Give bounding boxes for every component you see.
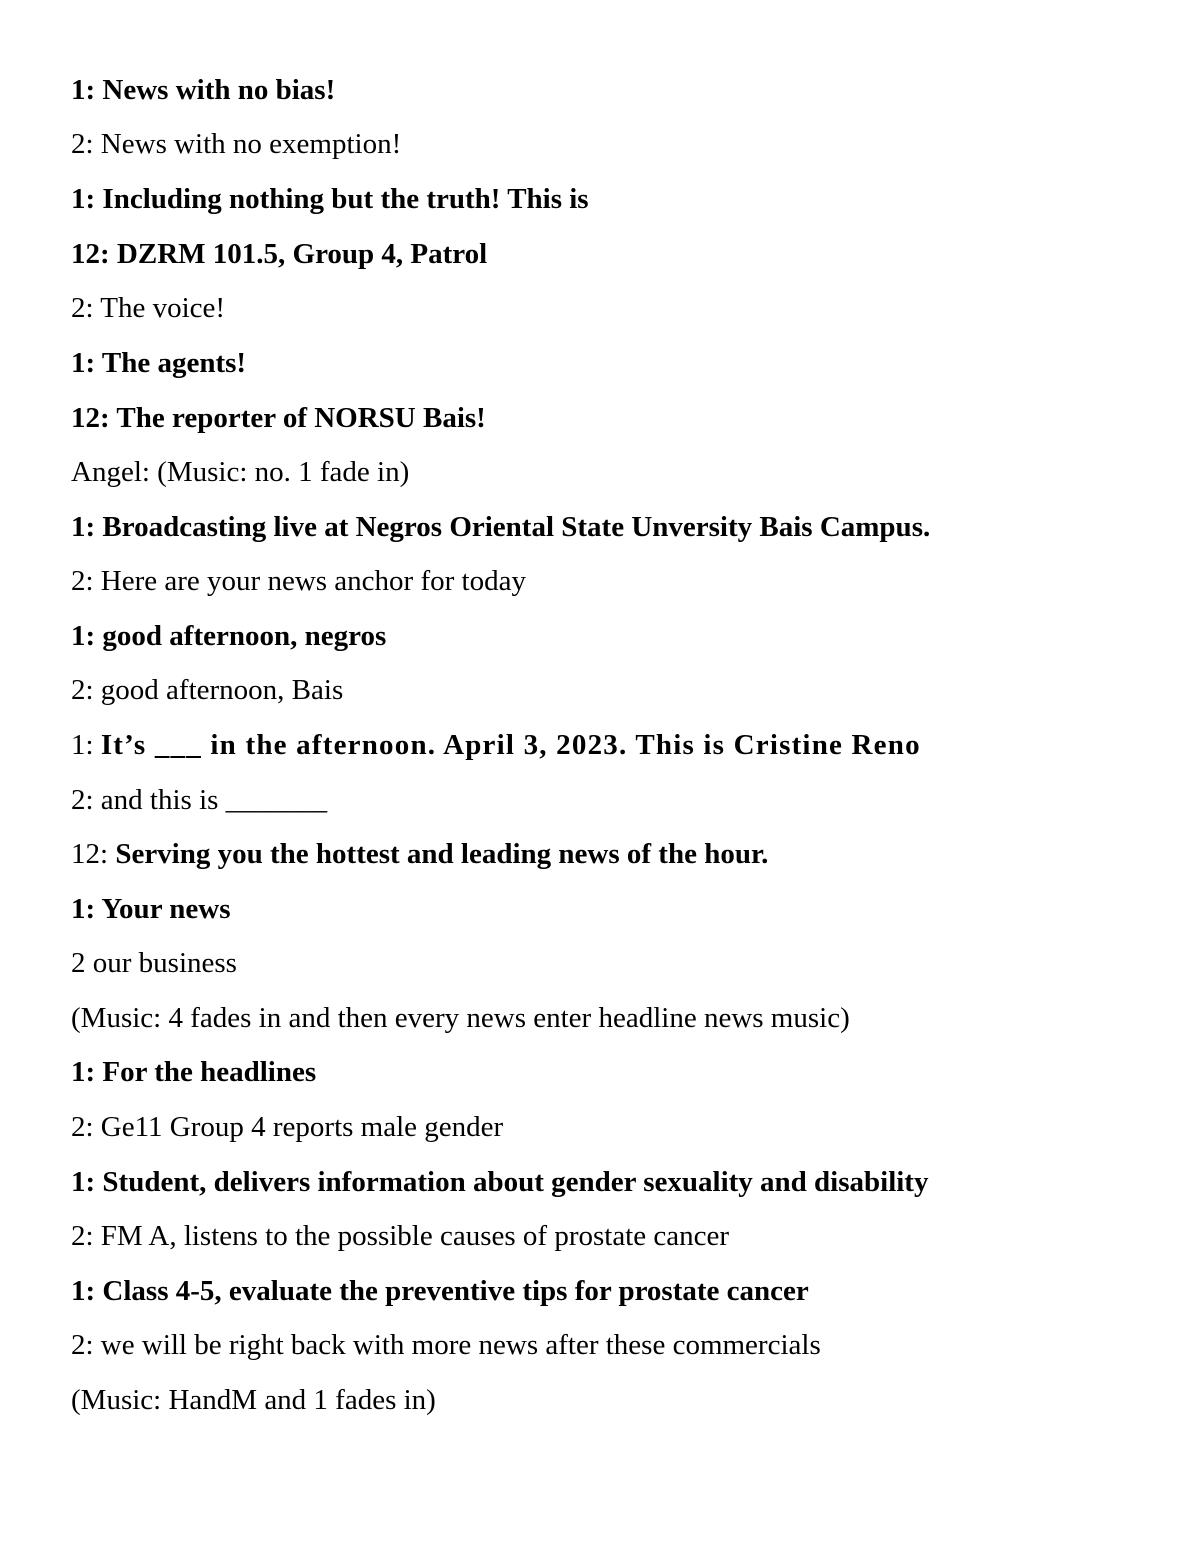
speaker-label: 12:: [71, 838, 116, 870]
speaker-label: 1:: [71, 729, 101, 761]
script-line: 12: DZRM 101.5, Group 4, Patrol: [71, 238, 488, 270]
script-line: 2: The voice!: [71, 292, 226, 324]
script-line: 2: and this is _______: [71, 784, 328, 816]
script-line: 2: Here are your news anchor for today: [71, 565, 526, 597]
script-line: 1: Class 4-5, evaluate the preventive tips for prostate cancer: [71, 1275, 809, 1307]
script-line: (Music: 4 fades in and then every news enter headline news music): [71, 1002, 850, 1034]
script-line: 1: good afternoon, negros: [71, 620, 387, 652]
line-text: It’s ___ in the afternoon. April 3, 2023. This is Cristine Reno: [100, 729, 921, 761]
script-line: 1: Student, delivers information about gender sexuality and disability: [71, 1166, 929, 1198]
script-line: 2 our business: [71, 947, 237, 979]
script-line: 2: Ge11 Group 4 reports male gender: [71, 1111, 504, 1143]
script-line: (Music: HandM and 1 fades in): [71, 1384, 436, 1416]
script-line: 1: News with no bias!: [71, 74, 336, 106]
script-line: 1: Broadcasting live at Negros Oriental State Unversity Bais Campus.: [71, 511, 931, 543]
script-line: [71, 725, 921, 765]
script-line: 1: The agents!: [71, 347, 247, 379]
script-line: 2: good afternoon, Bais: [71, 674, 344, 706]
line-text: Serving you the hottest and leading news of the hour.: [115, 838, 769, 870]
script-line: 2: FM A, listens to the possible causes of prostate cancer: [71, 1220, 730, 1252]
script-line: Angel: (Music: no. 1 fade in): [71, 456, 410, 488]
script-line: 12: The reporter of NORSU Bais!: [71, 402, 486, 434]
script-line: 1: For the headlines: [71, 1056, 317, 1088]
script-line: 2: News with no exemption!: [71, 128, 402, 160]
script-line: 1: Your news: [71, 893, 231, 925]
script-line: 1: Including nothing but the truth! This is: [71, 183, 589, 215]
script-line: [71, 834, 768, 874]
script-line: 2: we will be right back with more news after these commercials: [71, 1329, 821, 1361]
